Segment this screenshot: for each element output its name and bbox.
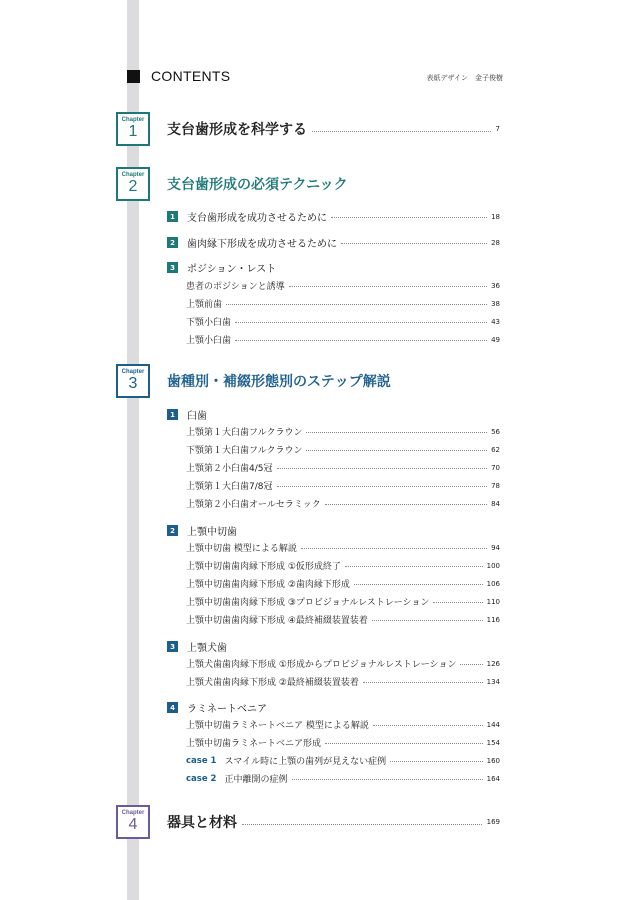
page-number: 106: [486, 579, 500, 588]
chapter-label: Chapter: [121, 810, 145, 816]
case-item[interactable]: [186, 772, 500, 785]
case-tag: case 2: [186, 773, 217, 784]
item-title: 上顎中切歯ラミネートベニア 模型による解説: [186, 721, 369, 731]
page-number: 43: [491, 317, 500, 326]
leader-dots: [277, 468, 488, 469]
chapter-number: 4: [128, 816, 138, 833]
page-number: 78: [491, 481, 500, 490]
toc-item[interactable]: [186, 657, 500, 670]
section-number-badge: 2: [167, 237, 178, 248]
toc-item[interactable]: [186, 675, 500, 688]
page-number: 164: [486, 774, 500, 783]
section-title: ラミネートベニア: [187, 704, 267, 715]
leader-dots: [235, 322, 487, 323]
case-item[interactable]: [186, 754, 500, 767]
page-number: 36: [491, 281, 500, 290]
section-entry[interactable]: [167, 209, 500, 224]
leader-dots: [390, 761, 482, 762]
chapter-3-box: [116, 364, 150, 398]
page-number: 110: [486, 597, 500, 606]
section-title: 臼歯: [187, 411, 207, 422]
section-title: 上顎中切歯: [187, 527, 237, 538]
toc-item[interactable]: [186, 479, 500, 492]
chapter-label: Chapter: [121, 369, 145, 375]
section-heading: [167, 260, 276, 275]
toc-item[interactable]: [186, 443, 500, 456]
leader-dots: [226, 304, 487, 305]
item-title: 下顎第１大臼歯フルクラウン: [186, 446, 303, 456]
leader-dots: [235, 340, 487, 341]
chapter-2-box: [116, 167, 150, 201]
page-number: 56: [491, 427, 500, 436]
toc-item[interactable]: [186, 736, 500, 749]
section-title: 歯肉縁下形成を成功させるために: [187, 239, 337, 250]
item-title: 上顎第１大臼歯フルクラウン: [186, 428, 303, 438]
section-heading: [167, 523, 237, 538]
section-title: 上顎犬歯: [187, 643, 227, 654]
chapter-1-box: [116, 112, 150, 146]
item-title: 上顎中切歯ラミネートベニア形成: [186, 739, 322, 749]
chapter-title: 器具と材料: [167, 815, 237, 831]
section-number-badge: 1: [167, 409, 178, 420]
section-heading: [167, 407, 207, 422]
section-heading: [167, 639, 227, 654]
page-number: 94: [491, 543, 500, 552]
leader-dots: [325, 743, 483, 744]
leader-dots: [289, 286, 487, 287]
item-title: 上顎中切歯歯肉縁下形成 ①仮形成終了: [186, 562, 341, 572]
toc-item[interactable]: [186, 297, 500, 310]
page-number: 62: [491, 445, 500, 454]
item-title: 上顎第１大臼歯7/8冠: [186, 482, 273, 492]
leader-dots: [341, 243, 487, 244]
section-number-badge: 4: [167, 702, 178, 713]
toc-item[interactable]: [186, 279, 500, 292]
leader-dots: [292, 779, 483, 780]
chapter-number: 2: [128, 178, 138, 195]
toc-item[interactable]: [186, 425, 500, 438]
item-title: 正中離開の症例: [224, 775, 288, 785]
chapter-title: 支台歯形成の必須テクニック: [167, 177, 348, 193]
item-title: 上顎犬歯歯肉縁下形成 ②最終補綴装置装着: [186, 678, 359, 688]
toc-item[interactable]: [186, 461, 500, 474]
contents-title: CONTENTS: [151, 68, 231, 84]
item-title: 上顎第２小臼歯オールセラミック: [186, 500, 321, 510]
page-number: 18: [491, 212, 500, 221]
leader-dots: [242, 824, 482, 825]
toc-item[interactable]: [186, 718, 500, 731]
item-title: 患者のポジションと誘導: [186, 282, 285, 292]
chapter-label: Chapter: [121, 117, 145, 123]
page-number: 70: [491, 463, 500, 472]
leader-dots: [460, 664, 482, 665]
page-number: 38: [491, 299, 500, 308]
page-number: 154: [486, 738, 500, 747]
chapter-number: 1: [128, 123, 138, 140]
item-title: 上顎小臼歯: [186, 336, 232, 346]
page-number: 28: [491, 238, 500, 247]
page-number: 116: [486, 615, 500, 624]
section-heading: [167, 700, 267, 715]
item-title: 上顎中切歯歯肉縁下形成 ④最終補綴装置装着: [186, 616, 368, 626]
toc-item[interactable]: [186, 577, 500, 590]
chapter-4-box: [116, 805, 150, 839]
toc-item[interactable]: [186, 541, 500, 554]
leader-dots: [373, 725, 483, 726]
page-number: 144: [486, 720, 500, 729]
page-number: 126: [486, 659, 500, 668]
leader-dots: [331, 217, 487, 218]
page-number: 49: [491, 335, 500, 344]
page-number: 134: [486, 677, 500, 686]
toc-item[interactable]: [186, 595, 500, 608]
leader-dots: [277, 486, 488, 487]
item-title: 上顎中切歯 模型による解説: [186, 544, 297, 554]
leader-dots: [372, 620, 483, 621]
chapter-1-entry[interactable]: [167, 119, 500, 139]
item-title: 上顎前歯: [186, 300, 223, 310]
leader-dots: [312, 131, 491, 132]
section-entry[interactable]: [167, 235, 500, 250]
leader-dots: [345, 566, 483, 567]
section-number-badge: 3: [167, 641, 178, 652]
toc-item[interactable]: [186, 613, 500, 626]
chapter-title: 支台歯形成を科学する: [167, 122, 307, 138]
section-title: 支台歯形成を成功させるために: [187, 213, 327, 224]
header-square-marker: [127, 70, 140, 83]
page-number: 169: [486, 818, 500, 826]
section-number-badge: 2: [167, 525, 178, 536]
page-number: 100: [486, 561, 500, 570]
item-title: 上顎犬歯歯肉縁下形成 ①形成からプロビジョナルレストレーション: [186, 660, 457, 670]
page-number: 84: [491, 499, 500, 508]
chapter-label: Chapter: [121, 172, 145, 178]
chapter-title: 歯種別・補綴形態別のステップ解説: [167, 374, 391, 390]
item-title: 上顎中切歯歯肉縁下形成 ②歯肉縁下形成: [186, 580, 350, 590]
section-number-badge: 3: [167, 262, 178, 273]
page-number: 7: [495, 125, 500, 133]
page-number: 160: [486, 756, 500, 765]
item-title: 上顎中切歯歯肉縁下形成 ③プロビジョナルレストレーション: [186, 598, 430, 608]
leader-dots: [306, 432, 487, 433]
section-title: ポジション・レスト: [187, 264, 277, 275]
toc-item[interactable]: [186, 315, 500, 328]
leader-dots: [433, 602, 482, 603]
toc-item[interactable]: [186, 333, 500, 346]
leader-dots: [363, 682, 483, 683]
toc-item[interactable]: [186, 497, 500, 510]
item-title: 上顎第２小臼歯4/5冠: [186, 464, 273, 474]
leader-dots: [325, 504, 487, 505]
case-tag: case 1: [186, 755, 217, 766]
section-number-badge: 1: [167, 211, 178, 222]
item-title: スマイル時に上顎の歯列が見えない症例: [224, 757, 387, 767]
leader-dots: [306, 450, 487, 451]
chapter-4-entry[interactable]: [167, 812, 500, 832]
leader-dots: [354, 584, 483, 585]
cover-design-credit: 表紙デザイン 金子俊樹: [426, 74, 503, 82]
item-title: 下顎小臼歯: [186, 318, 232, 328]
leader-dots: [301, 548, 487, 549]
toc-item[interactable]: [186, 559, 500, 572]
chapter-number: 3: [128, 375, 138, 392]
